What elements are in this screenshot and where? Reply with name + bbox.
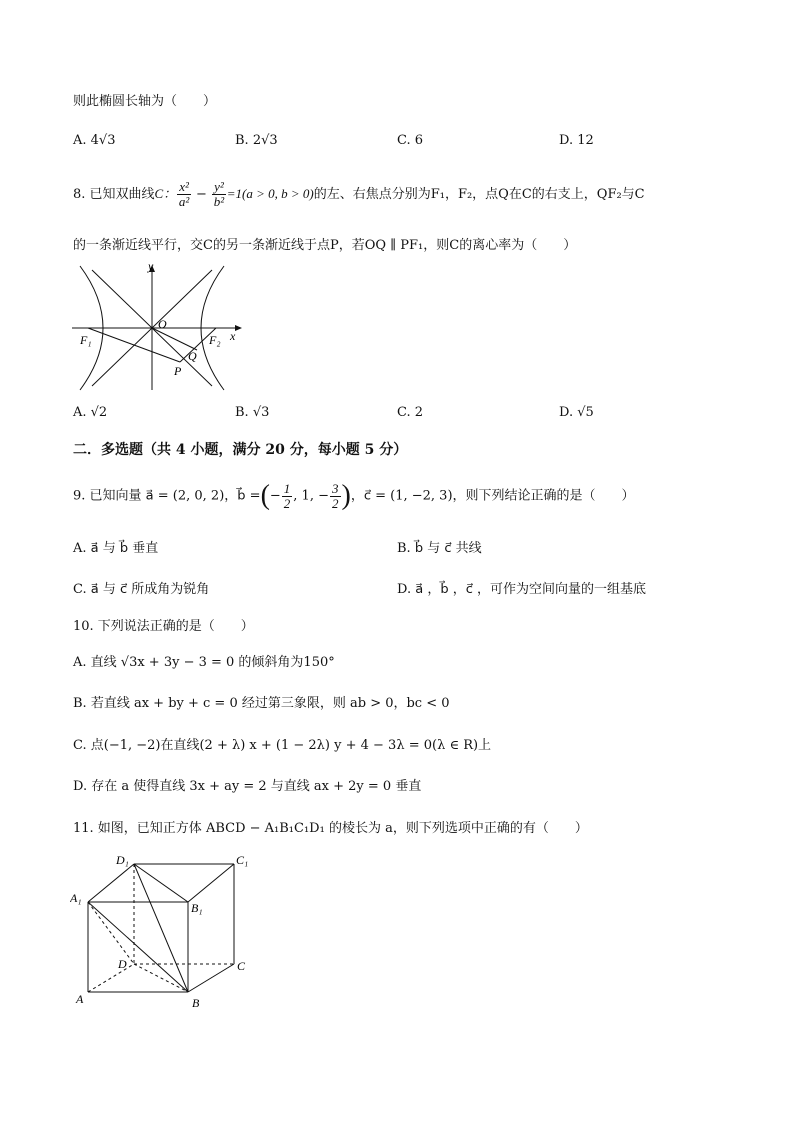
label-x: x xyxy=(230,329,236,343)
edge-a1-d1 xyxy=(88,864,134,902)
q11-cube-figure xyxy=(70,850,260,1015)
label-f1: F₁ xyxy=(80,333,92,347)
q10-stem: 10. 下列说法正确的是（ ） xyxy=(73,619,254,634)
q10-option-c: C. 点(−1, −2)在直线(2 + λ) x + (1 − 2λ) y + 4 − 3λ = 0(λ ∈ R)上 xyxy=(73,738,492,753)
label-c: C xyxy=(237,959,246,973)
q9-option-d: D. a⃗ ，b⃗ ，c⃗ ，可作为空间向量的一组基底 xyxy=(397,582,646,597)
label-a1: A₁ xyxy=(70,891,82,905)
q9-option-c: C. a⃗ 与 c⃗ 所成角为锐角 xyxy=(73,582,210,597)
q8-option-b: B. √3 xyxy=(235,405,270,420)
q8-option-a: A. √2 xyxy=(73,405,108,420)
q8-option-c: C. 2 xyxy=(397,405,424,420)
q9-option-b: B. b⃗ 与 c⃗ 共线 xyxy=(397,541,482,556)
q11-stem: 11. 如图，已知正方体 ABCD − A₁B₁C₁D₁ 的棱长为 a，则下列选项中正确的有（ ） xyxy=(73,821,588,836)
label-d: D xyxy=(118,957,127,971)
q7-option-a: A. 4√3 xyxy=(73,133,116,148)
q8-prefix: 8. 已知双曲线 xyxy=(73,187,155,202)
q10-option-b: B. 若直线 ax + by + c = 0 经过第三象限，则 ab > 0，bc < 0 xyxy=(73,696,450,711)
q9-fraction-2: $\frac{3}{2}$ xyxy=(332,480,339,511)
edge-b1-c1 xyxy=(188,864,234,902)
label-y: y xyxy=(148,262,154,273)
q8-stem-line1: 8. 已知双曲线C： $\frac{\text{x²}}{\text{a²}}$ − $\frac{\text{y²}}{\text{b²}}$ =1(a > 0, b > 0)的左、右焦点分别为F₁，F₂，点Q在C的右支上，QF₂与C xyxy=(73,179,645,209)
label-b1: B₁ xyxy=(191,901,203,915)
section-heading: 二．多选题（共 4 小题，满分 20 分，每小题 5 分） xyxy=(73,442,408,458)
label-o: O xyxy=(158,317,167,331)
q8-curve-name: C： xyxy=(154,186,177,201)
segment-o-q xyxy=(152,328,197,350)
label-b: B xyxy=(192,996,200,1010)
label-c1: C₁ xyxy=(236,853,249,867)
diagonal-a1-d-hidden xyxy=(88,902,134,964)
q9-stem: 9. 已知向量 a⃗ = (2, 0, 2)，b⃗ =(− $\frac{1}{2}$ , 1, − $\frac{3}{2}$ )，c⃗ = (1, −2, 3)，则下列结论正确的是（ ） xyxy=(73,480,635,511)
segment-f1-p xyxy=(88,328,180,362)
label-q: Q xyxy=(188,349,197,363)
q9-text: 9. 已知向量 a⃗ = (2, 0, 2)，b⃗ = xyxy=(73,488,261,504)
q7-option-d: D. 12 xyxy=(559,133,594,148)
label-d1: D₁ xyxy=(116,853,129,867)
q9-option-a: A. a⃗ 与 b⃗ 垂直 xyxy=(73,541,159,556)
q8-hyperbola-figure xyxy=(70,262,245,392)
q10-option-d: D. 存在 a 使得直线 3x + ay = 2 与直线 ax + 2y = 0 垂直 xyxy=(73,779,422,794)
q8-option-d: D. √5 xyxy=(559,405,594,420)
q8-line1-rest: 的左、右焦点分别为F₁，F₂，点Q在C的右支上，QF₂与C xyxy=(313,187,645,202)
label-a: A xyxy=(76,992,84,1006)
q9-fraction-1: $\frac{1}{2}$ xyxy=(283,480,291,511)
label-p: P xyxy=(174,364,182,378)
q10-option-a: A. 直线 √3x + 3y − 3 = 0 的倾斜角为150° xyxy=(73,655,335,670)
x-axis-arrow xyxy=(235,325,242,331)
diagonal-a1-b xyxy=(88,902,188,992)
q8-fraction-y: $\frac{\text{y²}}{\text{b²}}$ xyxy=(213,179,225,209)
q8-fraction-x: $\frac{\text{x²}}{\text{a²}}$ xyxy=(178,179,190,209)
q7-option-b: B. 2√3 xyxy=(235,133,278,148)
q7-tail-text: 则此椭圆长轴为（ ） xyxy=(73,94,217,109)
q9-tail: ，c⃗ = (1, −2, 3)，则下列结论正确的是（ ） xyxy=(350,488,635,504)
q8-stem-line2: 的一条渐近线平行，交C的另一条渐近线于点P，若OQ ∥ PF₁，则C的离心率为（ ） xyxy=(73,238,577,253)
edge-a-d-hidden xyxy=(88,964,134,992)
label-f2: F₂ xyxy=(209,333,221,347)
edge-b-c xyxy=(188,964,234,992)
q8-equation-tail: =1(a > 0, b > 0) xyxy=(226,186,314,201)
q7-option-c: C. 6 xyxy=(397,133,424,148)
